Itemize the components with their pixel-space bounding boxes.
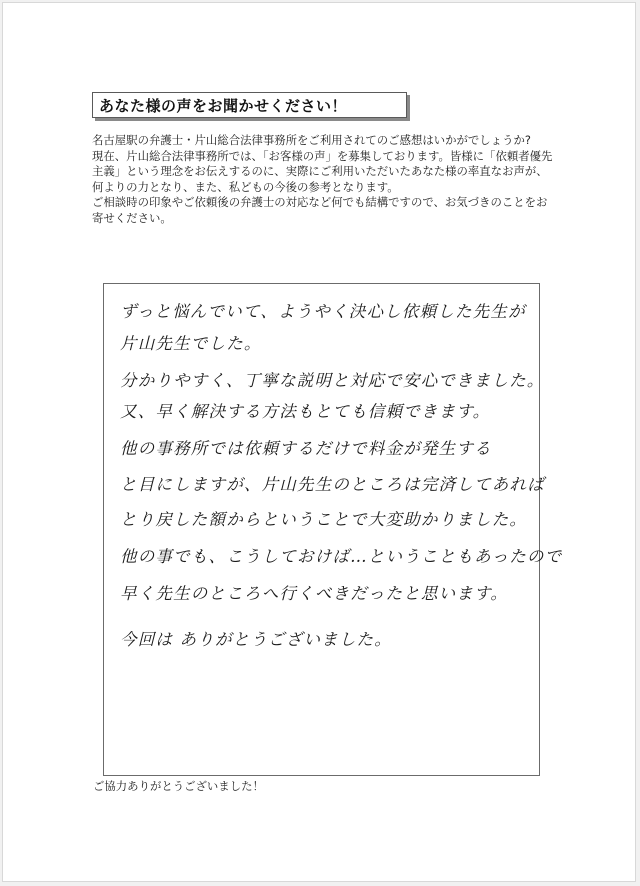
- intro-text: [92, 133, 557, 226]
- closing-thanks: ご協力ありがとうございました！: [93, 779, 264, 793]
- handwritten-line-3: 分かりやすく、丁寧な説明と対応で安心できました。: [120, 371, 545, 390]
- questionnaire-sheet: [2, 2, 636, 882]
- handwritten-line-6: と目にしますが、片山先生のところは完済してあれば: [120, 475, 545, 494]
- handwritten-line-4: 又、早く解決する方法もとても信頼できます。: [120, 402, 491, 421]
- form-title: あなた様の声をお聞かせください！: [92, 92, 407, 118]
- handwritten-line-5: 他の事務所では依頼するだけで料金が発生する: [120, 439, 492, 458]
- handwritten-response-box: [103, 283, 563, 776]
- intro-paragraph-2: 現在、片山総合法律事務所では、「お客様の声」を募集しております。皆様に「依頼者優先主義」という理念をお伝えするのに、実際にご利用いただいたあなた様の率直なお声が、何よりの力となり、また、私どもの今後の参考となります。: [92, 148, 553, 194]
- handwritten-line-10: 今回は ありがとうございました。: [120, 630, 392, 649]
- handwritten-line-2: 片山先生でした。: [120, 334, 262, 353]
- intro-paragraph-1: 名古屋駅の弁護士・片山総合法律事務所をご利用されてのご感想はいかがでしょうか?: [92, 133, 531, 147]
- handwritten-line-7: とり戻した額からということで大変助かりました。: [120, 510, 528, 529]
- handwritten-line-8: 他の事でも、こうしておけば…ということもあったので: [120, 547, 563, 566]
- handwritten-line-1: ずっと悩んでいて、ようやく決心し依頼した先生が: [120, 302, 526, 321]
- intro-paragraph-3: ご相談時の印象やご依頼後の弁護士の対応など何でも結構ですので、お気づきのことをお寄せください。: [92, 195, 548, 225]
- handwritten-line-9: 早く先生のところへ行くべきだったと思います。: [120, 584, 509, 603]
